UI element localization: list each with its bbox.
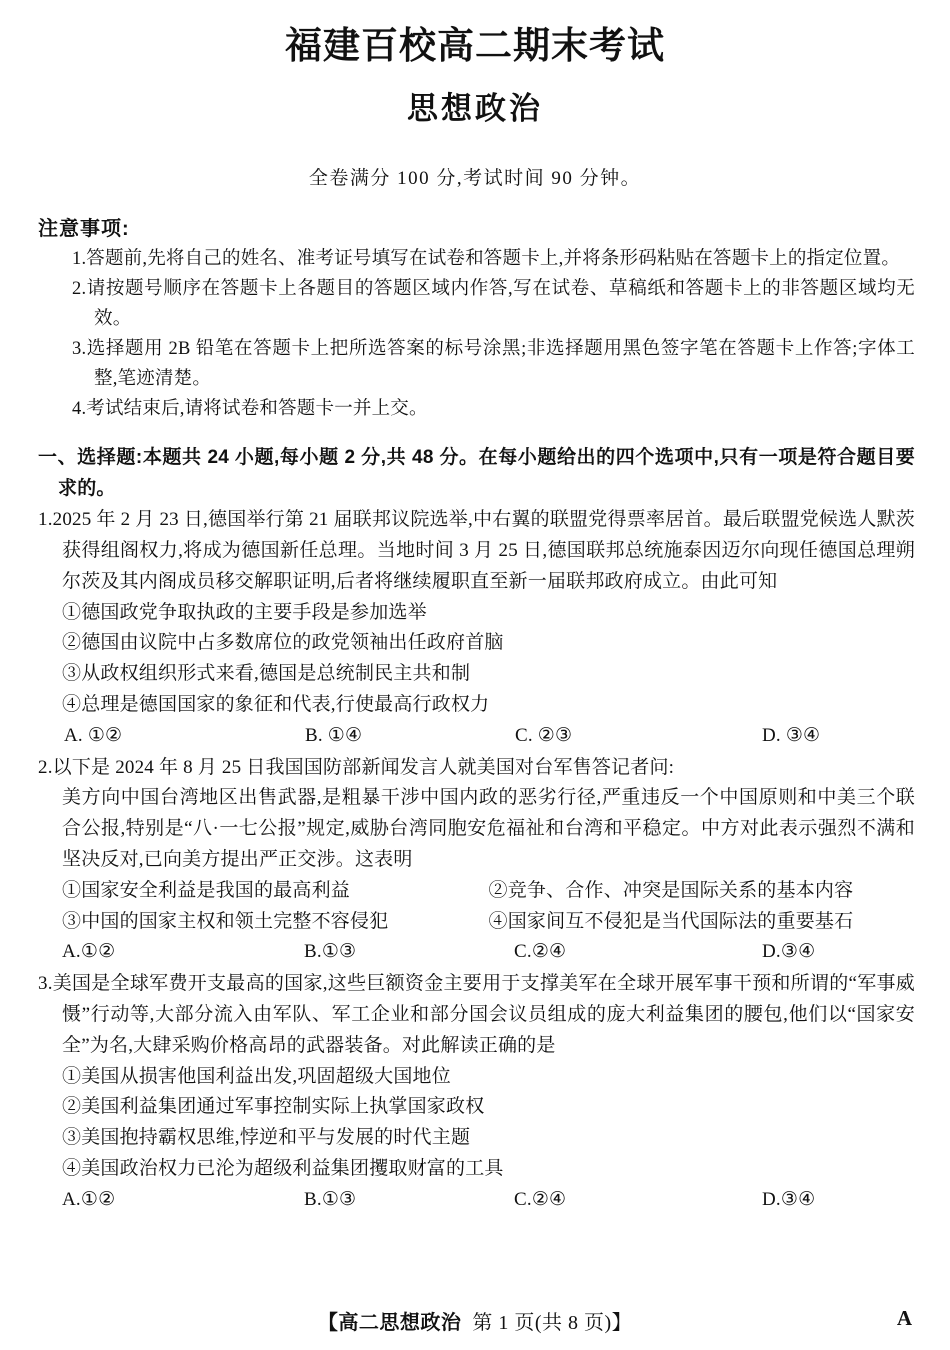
answer-option-d[interactable]: D.③④ bbox=[762, 941, 816, 963]
footer-version: A bbox=[896, 1306, 912, 1330]
page-title: 福建百校高二期末考试 bbox=[285, 26, 665, 67]
question-statement: ③美国抱持霸权思维,悖逆和平与发展的时代主题 bbox=[62, 1127, 471, 1149]
exam-meta: 全卷满分 100 分,考试时间 90 分钟。 bbox=[308, 168, 642, 189]
answer-option-a[interactable]: A. ①② bbox=[64, 724, 123, 746]
question-statement: ③从政权组织形式来看,德国是总统制民主共和制 bbox=[62, 663, 471, 685]
question-statement: ①国家安全利益是我国的最高利益 bbox=[62, 879, 351, 901]
question-stem: 3.美国是全球军费开支最高的国家,这些巨额资金主要用于支撑美军在全球开展军事干预和所谓的“军事威慑”行动等,大部分流入由军队、军工企业和部分国会议员组成的庞大利益集团的腰包,他们以“国家安全”为名,大肆采购价格高昂的武器装备。对此解读正确的是 bbox=[38, 973, 915, 1056]
answer-option-d[interactable]: D. ③④ bbox=[762, 724, 821, 746]
answer-option-b[interactable]: B. ①④ bbox=[305, 724, 363, 746]
footer-center bbox=[0, 1306, 950, 1335]
answer-option-b[interactable]: B.①③ bbox=[304, 1188, 357, 1210]
notice-list bbox=[0, 245, 950, 425]
question-answer-row bbox=[62, 721, 915, 752]
footer-page-number: 第 1 页(共 8 页)】 bbox=[472, 1312, 633, 1334]
section-heading-text: 一、选择题:本题共 24 小题,每小题 2 分,共 48 分。在每小题给出的四个选项中,只有一项是符合题目要求的。 bbox=[38, 446, 915, 499]
notice-block bbox=[0, 190, 950, 425]
answer-option-c[interactable]: C.②④ bbox=[514, 941, 567, 963]
question-2 bbox=[0, 753, 950, 969]
question-statement: ③中国的国家主权和领土完整不容侵犯 bbox=[62, 910, 389, 932]
question-statement: ②德国由议院中占多数席位的政党领袖出任政府首脑 bbox=[62, 632, 504, 654]
notice-item: 2.请按题号顺序在答题卡上各题目的答题区域内作答,写在试卷、草稿纸和答题卡上的非答题区域均无效。 bbox=[72, 278, 915, 329]
page-footer bbox=[0, 1306, 950, 1340]
question-statements bbox=[62, 876, 915, 938]
notice-item: 4.考试结束后,请将试卷和答题卡一并上交。 bbox=[72, 398, 428, 419]
question-statement: ①德国政党争取执政的主要手段是参加选举 bbox=[62, 601, 427, 623]
footer-label: 【高二思想政治 bbox=[317, 1312, 462, 1334]
answer-option-d[interactable]: D.③④ bbox=[762, 1188, 816, 1210]
question-stem: 1.2025 年 2 月 23 日,德国举行第 21 届联邦议院选举,中右翼的联盟党得票率居首。最后联盟党候选人默茨获得组阁权力,将成为德国新任总理。当地时间 3 月 25 日,德国联邦总统施泰因迈尔向现任德国总理朔尔茨及其内阁成员移交解职证明,后者将继续履职直至新一届联邦政府成立。由此可知 bbox=[38, 509, 915, 592]
question-statement: ②竞争、合作、冲突是国际关系的基本内容 bbox=[488, 879, 854, 901]
question-statement: ④美国政治权力已沦为超级利益集团攫取财富的工具 bbox=[62, 1157, 504, 1179]
question-answer-row bbox=[62, 1185, 915, 1216]
question-answer-row bbox=[62, 937, 915, 968]
answer-option-a[interactable]: A.①② bbox=[62, 941, 116, 963]
question-statement: ④国家间互不侵犯是当代国际法的重要基石 bbox=[488, 910, 854, 932]
question-1 bbox=[0, 505, 950, 751]
answer-option-b[interactable]: B.①③ bbox=[304, 941, 357, 963]
notice-item: 1.答题前,先将自己的姓名、准考证号填写在试卷和答题卡上,并将条形码粘贴在答题卡上的指定位置。 bbox=[72, 249, 901, 269]
notice-item: 3.选择题用 2B 铅笔在答题卡上把所选答案的标号涂黑;非选择题用黑色签字笔在答题卡上作答;字体工整,笔迹清楚。 bbox=[72, 338, 915, 389]
question-statement: ②美国利益集团通过军事控制实际上执掌国家政权 bbox=[62, 1096, 485, 1118]
question-quote: 美方向中国台湾地区出售武器,是粗暴干涉中国内政的恶劣行径,严重违反一个中国原则和中美三个联合公报,特别是“八·一七公报”规定,威胁台湾同胞安危福祉和台湾和平稳定。中方对此表示强烈不满和坚决反对,已向美方提出严正交涉。这表明 bbox=[62, 787, 915, 870]
answer-option-a[interactable]: A.①② bbox=[62, 1188, 116, 1210]
exam-subject: 思想政治 bbox=[407, 91, 543, 127]
notice-title: 注意事项: bbox=[38, 218, 130, 240]
answer-option-c[interactable]: C.②④ bbox=[514, 1188, 567, 1210]
question-statement: ①美国从损害他国利益出发,巩固超级大国地位 bbox=[62, 1065, 451, 1087]
section-heading-choice bbox=[38, 443, 915, 505]
question-statement: ④总理是德国国家的象征和代表,行使最高行政权力 bbox=[62, 693, 490, 715]
answer-option-c[interactable]: C. ②③ bbox=[515, 724, 573, 746]
question-stem: 2.以下是 2024 年 8 月 25 日我国国防部新闻发言人就美国对台军售答记者问: bbox=[38, 756, 675, 778]
question-3 bbox=[0, 969, 950, 1215]
